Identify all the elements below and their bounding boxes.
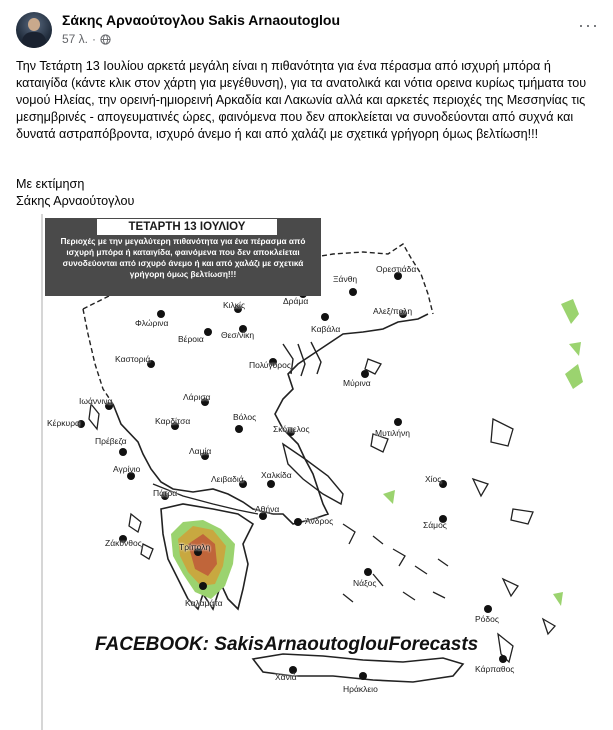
place-label: Μυτιλήνη [375, 428, 410, 438]
place-label: Πρέβεζα [95, 436, 127, 446]
place-label: Αγρίνιο [113, 464, 141, 474]
place-label: Ρόδος [475, 614, 499, 624]
place-label: Σκόπελος [273, 424, 310, 434]
place-label: Καλαμάτα [185, 598, 223, 608]
place-label: Δράμα [283, 296, 309, 306]
place-label: Χίος [425, 474, 442, 484]
place-label: Μύρινα [343, 378, 371, 388]
map-banner [45, 218, 321, 296]
place-label: Ηράκλειο [343, 684, 378, 694]
place-label: Ζάκυνθος [105, 538, 142, 548]
map-banner-title: ΤΕΤΑΡΤΗ 13 ΙΟΥΛΙΟΥ [97, 219, 277, 235]
place-label: Αθήνα [255, 504, 280, 514]
avatar[interactable] [16, 12, 52, 48]
place-label: Καβάλα [311, 324, 341, 334]
place-label: Σάμος [423, 520, 447, 530]
post-closing: Με εκτίμηση [16, 177, 85, 191]
place-label: Άνδρος [305, 516, 334, 526]
place-label: Χανιά [275, 672, 297, 682]
place-label: Κιλκίς [223, 300, 246, 310]
place-label: Λάρισα [183, 392, 211, 402]
forecast-map-image[interactable] [41, 214, 585, 730]
place-label: Καρδίτσα [155, 416, 191, 426]
place-label: Θεσ/νίκη [221, 330, 255, 340]
facebook-watermark: FACEBOOK: SakisArnaoutoglouForecasts [95, 634, 479, 655]
place-label: Βέροια [178, 334, 204, 344]
post-meta [62, 32, 111, 46]
post-body: Την Τετάρτη 13 Ιουλίου αρκετά μεγάλη είναι η πιθανότητα για ένα πέρασμα από ισχυρή μπόρα ή καταιγίδα (κάντε κλικ στον χάρτη για μεγέθυνση), για τα ανατολικά και νότια ορεινα κυρίως τμήματα του νομού Ηλείας, την ορεινή-ημιορεινή Αρκαδία και Λακωνία αλλά και αρκετές περιοχές της Μεσσηνίας τις μεσημβρινές - απογευματινές ώρες, φαινόμενα που δεν αποκλείεται να συνοδεύονται από συχνά και δυνατά αστραπόβροντα, ισχυρό άνεμο ή και από χαλάζι με σχετικά γρήγορη όμως βελτίωση!!! [16, 59, 587, 141]
place-label: Ορεστιάδα [376, 264, 417, 274]
place-label: Ιωάννινα [79, 396, 113, 406]
place-label: Πολύγυρος [249, 360, 291, 370]
place-label: Πάτρα [153, 488, 178, 498]
place-label: Ξάνθη [333, 274, 358, 284]
post-signature: Σάκης Αρναούτογλου [16, 194, 135, 208]
post-time[interactable]: 57 λ. [62, 32, 89, 46]
place-label: Βόλος [233, 412, 257, 422]
globe-icon[interactable] [100, 34, 111, 45]
place-label: Νάξος [353, 578, 377, 588]
place-label: Αλεξ/πολη [373, 306, 413, 316]
place-label: Κάρπαθος [475, 664, 515, 674]
meta-separator: · [92, 32, 97, 46]
place-label: Λαμία [189, 446, 212, 456]
place-label: Κέρκυρα [47, 418, 80, 428]
place-label: Τρίπολη [179, 542, 211, 552]
avatar-body [22, 32, 46, 48]
place-label: Χαλκίδα [261, 470, 292, 480]
place-label: Λειβαδιά [211, 474, 244, 484]
map-banner-text: Περιοχές με την μεγαλύτερη πιθανότητα για ένα πέρασμα από ισχυρή μπόρα ή καταιγίδα, φαινόμενα που δεν αποκλείεται συνοδεύονται από ισχυρό άνεμο ή και από χαλάζι με σχετικά γρήγορη όμως βελτίωση!!! [60, 236, 306, 279]
more-options-icon[interactable]: ··· [578, 15, 599, 35]
post-author[interactable]: Σάκης Αρναούτογλου Sakis Arnaoutoglou [62, 12, 340, 28]
place-label: Καστοριά [115, 354, 151, 364]
avatar-head [28, 18, 40, 31]
place-label: Φλώρινα [135, 318, 169, 328]
